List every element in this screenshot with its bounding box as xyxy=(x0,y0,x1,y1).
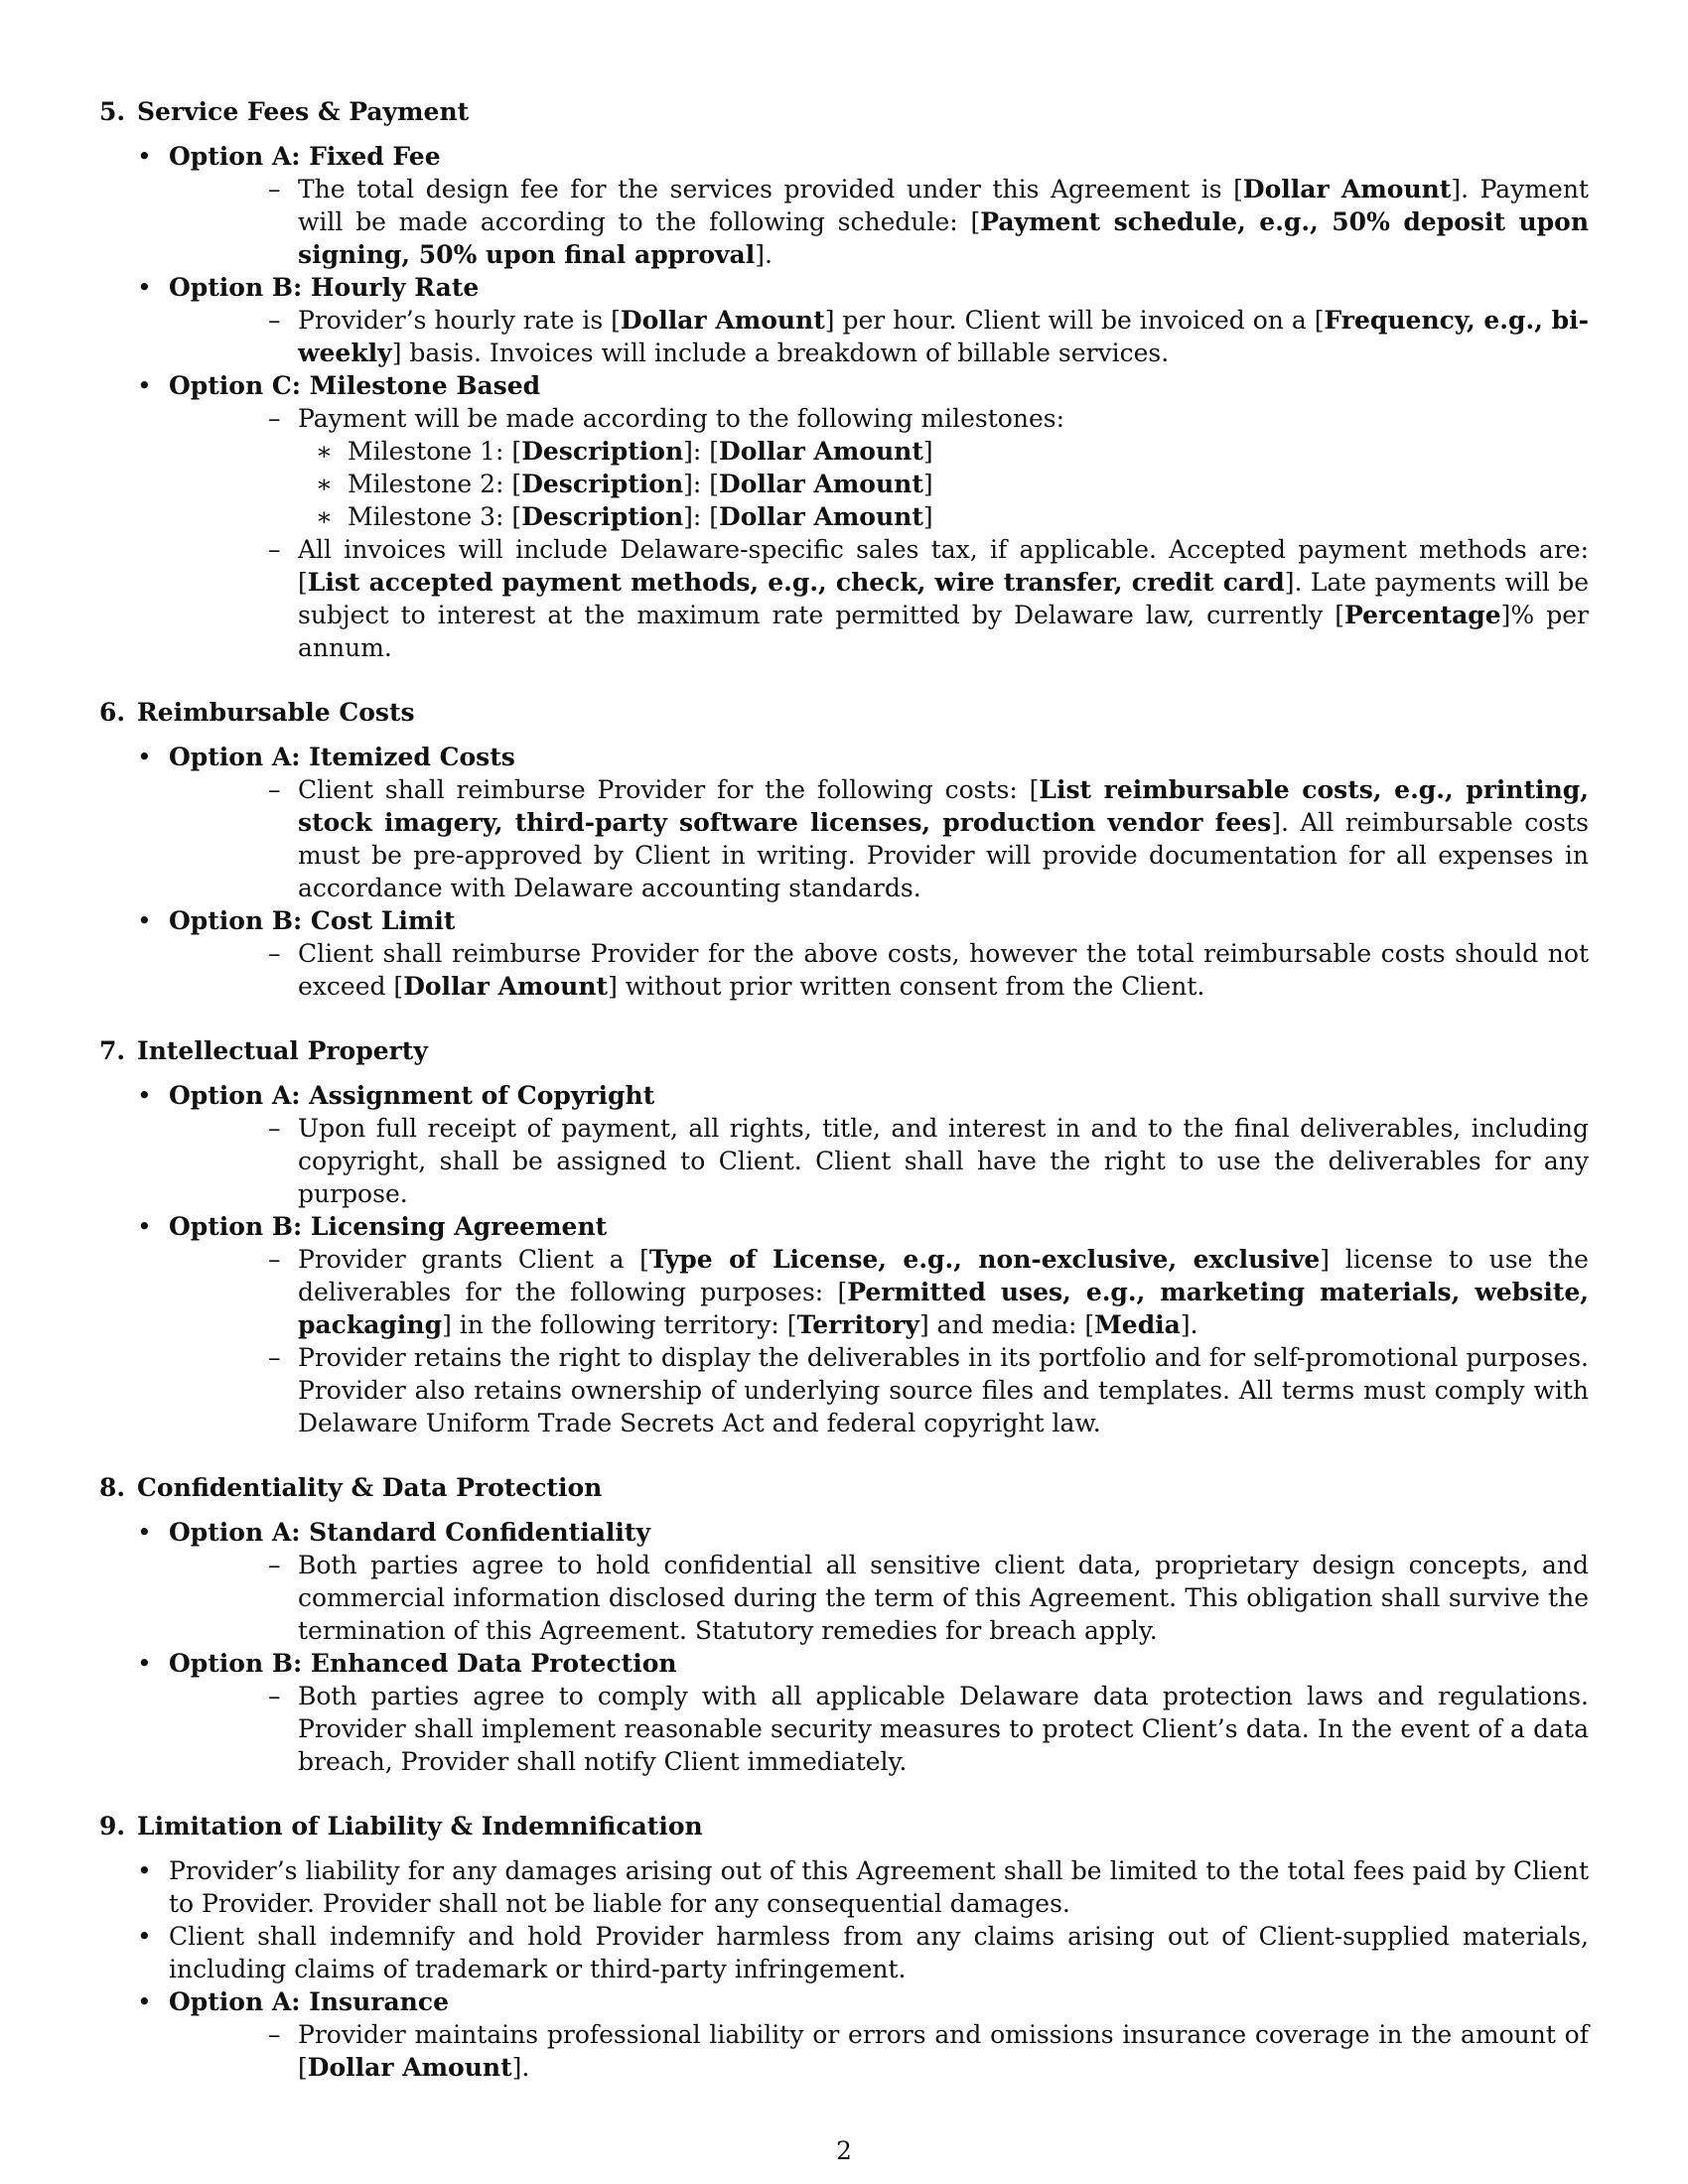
bullet-icon: • xyxy=(137,743,152,771)
text: ]. Late payments will be subject to interest at the maximum rate permitted by Delaware law, currently [ xyxy=(298,568,1589,629)
text: Provider retains the right to display the deliverables in its portfolio and for self-promotional purposes. Provider also retains ownership of underlying source files and templates. All terms must comply with Delaware Uniform Trade Secrets Act and federal copyright law. xyxy=(298,1343,1589,1437)
text: Client shall indemnify and hold Provider harmless from any claims arising out of Client-supplied materials, including claims of trademark or third-party infringement. xyxy=(169,1922,1589,1983)
text: ] license to use the deliverables for the following purposes: [ xyxy=(298,1245,1589,1306)
section-number: 5. xyxy=(99,97,126,126)
section-service-fees xyxy=(99,95,1589,664)
section-number: 7. xyxy=(99,1036,126,1065)
option-item xyxy=(99,1985,1589,2084)
document-content xyxy=(99,95,1589,2084)
section-confidentiality xyxy=(99,1471,1589,1778)
option-item xyxy=(99,271,1589,369)
text: ] in the following territory: [ xyxy=(442,1310,797,1339)
text: Provider’s liability for any damages arising out of this Agreement shall be limited to the total fees paid by Client to Provider. Provider shall not be liable for any consequential damages. xyxy=(169,1856,1589,1918)
option-item xyxy=(99,1210,1589,1439)
placeholder-field: Frequency, e.g., bi-weekly xyxy=(298,306,1589,367)
placeholder-field: List accepted payment methods, e.g., check, wire transfer, credit card xyxy=(307,568,1285,597)
option-title: Option A: Insurance xyxy=(169,1987,449,2016)
option-title: Option A: Assignment of Copyright xyxy=(169,1081,655,1110)
text: Milestone 1: [ xyxy=(348,437,522,466)
text: ] xyxy=(922,470,933,498)
option-text xyxy=(169,1680,1589,1778)
section-title: Reimbursable Costs xyxy=(137,698,415,727)
option-list xyxy=(99,741,1589,1003)
placeholder-field: Dollar Amount xyxy=(620,306,825,335)
milestone-item xyxy=(169,500,1589,533)
milestone-item xyxy=(169,468,1589,500)
placeholder-field: Dollar Amount xyxy=(719,437,923,466)
section-number: 6. xyxy=(99,698,126,727)
option-item xyxy=(99,1079,1589,1210)
text: ]: [ xyxy=(683,437,720,466)
dash-icon: – xyxy=(268,1551,281,1579)
text: ]: [ xyxy=(683,470,720,498)
section-heading xyxy=(99,95,1589,128)
placeholder-field: Description xyxy=(521,437,684,466)
placeholder-field: Description xyxy=(521,502,684,531)
option-title: Option A: Fixed Fee xyxy=(169,142,441,171)
bullet-icon: • xyxy=(137,142,152,171)
section-heading xyxy=(99,1810,1589,1843)
option-text xyxy=(169,937,1589,1003)
option-item xyxy=(99,741,1589,904)
section-number: 9. xyxy=(99,1812,126,1841)
text: The total design fee for the services provided under this Agreement is [ xyxy=(298,175,1243,204)
option-text xyxy=(169,1341,1589,1439)
text: ] per hour. Client will be invoiced on a [ xyxy=(824,306,1325,335)
dash-icon: – xyxy=(268,1343,281,1372)
dash-icon: – xyxy=(268,775,281,804)
text: Both parties agree to comply with all applicable Delaware data protection laws and regulations. Provider shall implement reasonable security measures to protect Client’s data. In the event of a data breach, Provider shall notify Client immediately. xyxy=(298,1682,1589,1776)
text: ] without prior written consent from the Client. xyxy=(608,972,1205,1001)
text: Client shall reimburse Provider for the following costs: [ xyxy=(298,775,1040,804)
section-reimbursable-costs xyxy=(99,696,1589,1003)
option-text xyxy=(169,1549,1589,1647)
section-title: Intellectual Property xyxy=(137,1036,428,1065)
option-title: Option A: Itemized Costs xyxy=(169,743,515,771)
option-title: Option B: Cost Limit xyxy=(169,906,456,935)
option-item xyxy=(99,140,1589,271)
section-title: Confidentiality & Data Protection xyxy=(137,1473,603,1502)
asterisk-icon: ∗ xyxy=(316,437,333,466)
section-heading xyxy=(99,696,1589,729)
option-text xyxy=(169,304,1589,369)
option-text xyxy=(169,533,1589,664)
text: ] basis. Invoices will include a breakdown of billable services. xyxy=(391,339,1170,367)
option-item xyxy=(99,1516,1589,1647)
text: ]. xyxy=(1180,1310,1198,1339)
clause-item xyxy=(99,1920,1589,1985)
option-title: Option A: Standard Confidentiality xyxy=(169,1518,650,1547)
text: ]% per annum. xyxy=(298,601,1589,662)
text: ]: [ xyxy=(683,502,720,531)
section-title: Service Fees & Payment xyxy=(137,97,470,126)
option-text xyxy=(169,2018,1589,2084)
placeholder-field: Dollar Amount xyxy=(307,2053,512,2082)
placeholder-field: Dollar Amount xyxy=(403,972,609,1001)
text: ]. All reimbursable costs must be pre-approved by Client in writing. Provider will provide documentation for all expenses in accordance with Delaware accounting standards. xyxy=(298,808,1589,902)
option-text xyxy=(169,773,1589,904)
dash-icon: – xyxy=(268,175,281,204)
clause-item xyxy=(99,1854,1589,1920)
placeholder-field: Dollar Amount xyxy=(719,470,923,498)
option-title: Option B: Licensing Agreement xyxy=(169,1212,608,1241)
section-intellectual-property xyxy=(99,1034,1589,1439)
placeholder-field: Permitted uses, e.g., marketing materials, website, packaging xyxy=(298,1278,1589,1339)
text: Payment will be made according to the following milestones: xyxy=(298,404,1065,433)
bullet-icon: • xyxy=(137,1518,152,1547)
bullet-icon: • xyxy=(137,1922,152,1951)
placeholder-field: Percentage xyxy=(1344,601,1501,629)
page-number: 2 xyxy=(836,2136,852,2165)
option-text xyxy=(169,1112,1589,1210)
bullet-icon: • xyxy=(137,371,152,400)
placeholder-field: Dollar Amount xyxy=(719,502,923,531)
section-number: 8. xyxy=(99,1473,126,1502)
bullet-icon: • xyxy=(137,1649,152,1678)
option-list xyxy=(99,1079,1589,1439)
bullet-icon: • xyxy=(137,1212,152,1241)
text: Upon full receipt of payment, all rights, title, and interest in and to the final deliverables, including copyright, shall be assigned to Client. Client shall have the right to use the deliverables for any purpose. xyxy=(298,1114,1589,1208)
text: ]. xyxy=(755,240,773,269)
option-text xyxy=(169,173,1589,271)
text: ] and media: [ xyxy=(918,1310,1095,1339)
option-title: Option B: Hourly Rate xyxy=(169,273,480,302)
text: ]. xyxy=(511,2053,530,2082)
option-list xyxy=(99,140,1589,664)
text: Provider grants Client a [ xyxy=(298,1245,649,1274)
text: ]. Payment will be made according to the following schedule: [ xyxy=(298,175,1589,236)
bullet-icon: • xyxy=(137,273,152,302)
placeholder-field: List reimbursable costs, e.g., printing, stock imagery, third-party software licenses, production vendor fees xyxy=(298,775,1589,837)
option-item xyxy=(99,369,1589,664)
placeholder-field: Territory xyxy=(796,1310,919,1339)
document-page xyxy=(99,95,1589,2116)
placeholder-field: Dollar Amount xyxy=(1242,175,1452,204)
option-list xyxy=(99,1516,1589,1778)
bullet-icon: • xyxy=(137,1081,152,1110)
asterisk-icon: ∗ xyxy=(316,470,333,498)
milestone-item xyxy=(169,435,1589,468)
placeholder-field: Type of License, e.g., non-exclusive, exclusive xyxy=(648,1245,1321,1274)
section-title: Limitation of Liability & Indemnification xyxy=(137,1812,703,1841)
placeholder-field: Media xyxy=(1094,1310,1181,1339)
dash-icon: – xyxy=(268,535,281,564)
text: Provider maintains professional liability or errors and omissions insurance coverage in the amount of [ xyxy=(298,2020,1589,2082)
text: ] xyxy=(922,502,933,531)
dash-icon: – xyxy=(268,1245,281,1274)
text: ] xyxy=(922,437,933,466)
option-title: Option C: Milestone Based xyxy=(169,371,541,400)
dash-icon: – xyxy=(268,306,281,335)
option-list xyxy=(99,1854,1589,2084)
placeholder-field: Description xyxy=(521,470,684,498)
text: Provider’s hourly rate is [ xyxy=(298,306,621,335)
text: Milestone 2: [ xyxy=(348,470,522,498)
option-text xyxy=(169,1243,1589,1341)
asterisk-icon: ∗ xyxy=(316,502,333,531)
section-heading xyxy=(99,1034,1589,1067)
bullet-icon: • xyxy=(137,1856,152,1885)
text: Client shall reimburse Provider for the above costs, however the total reimbursable costs should not exceed [ xyxy=(298,939,1589,1001)
option-item xyxy=(99,1647,1589,1778)
bullet-icon: • xyxy=(137,1987,152,2016)
dash-icon: – xyxy=(268,1114,281,1143)
text: All invoices will include Delaware-specific sales tax, if applicable. Accepted payment methods are: [ xyxy=(298,535,1589,597)
dash-icon: – xyxy=(268,1682,281,1710)
option-title: Option B: Enhanced Data Protection xyxy=(169,1649,677,1678)
section-heading xyxy=(99,1471,1589,1504)
text: Milestone 3: [ xyxy=(348,502,522,531)
dash-icon: – xyxy=(268,2020,281,2049)
dash-icon: – xyxy=(268,404,281,433)
bullet-icon: • xyxy=(137,906,152,935)
placeholder-field: Payment schedule, e.g., 50% deposit upon signing, 50% upon final approval xyxy=(298,207,1589,269)
option-item xyxy=(99,904,1589,1003)
dash-icon: – xyxy=(268,939,281,968)
option-text xyxy=(169,402,1589,435)
section-liability xyxy=(99,1810,1589,2084)
text: Both parties agree to hold confidential all sensitive client data, proprietary design concepts, and commercial information disclosed during the term of this Agreement. This obligation shall survive the termination of this Agreement. Statutory remedies for breach apply. xyxy=(298,1551,1589,1645)
